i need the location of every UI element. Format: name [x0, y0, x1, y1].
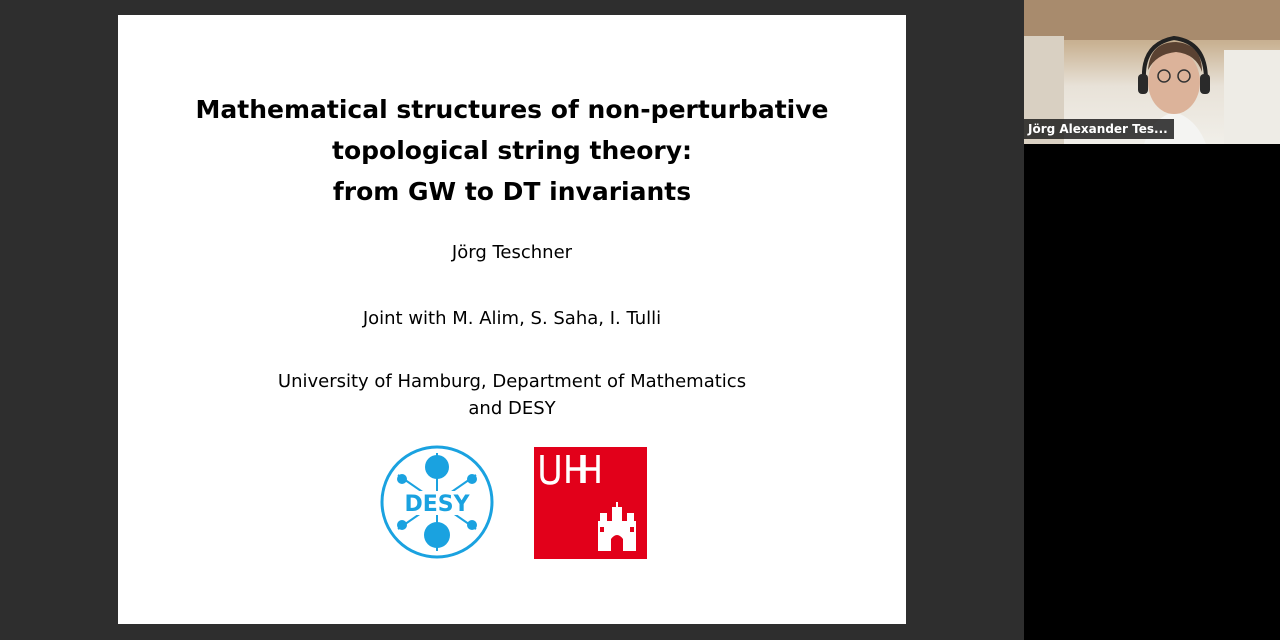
slide-coauthors: Joint with M. Alim, S. Saha, I. Tulli: [362, 308, 662, 329]
desy-logo-text: DESY: [404, 492, 470, 517]
slide-title-line: topological string theory:: [332, 136, 692, 165]
slide-affiliation-line: University of Hamburg, Department of Mathematics: [277, 371, 747, 392]
slide-affiliation: [118, 368, 906, 422]
uhh-logo: [534, 447, 647, 559]
slide-title-line: Mathematical structures of non-perturbative: [195, 95, 829, 124]
participants-panel: [1024, 0, 1280, 640]
slide-author: Jörg Teschner: [451, 242, 573, 263]
presentation-slide: [118, 15, 906, 624]
participant-name: Jörg Alexander Tes...: [1024, 119, 1174, 139]
slide-title-line: from GW to DT invariants: [332, 177, 692, 206]
slide-affiliation-line: and DESY: [468, 398, 556, 419]
slide-title: [118, 89, 906, 212]
participant-video-tile[interactable]: [1024, 0, 1280, 144]
desy-logo: [380, 445, 494, 559]
